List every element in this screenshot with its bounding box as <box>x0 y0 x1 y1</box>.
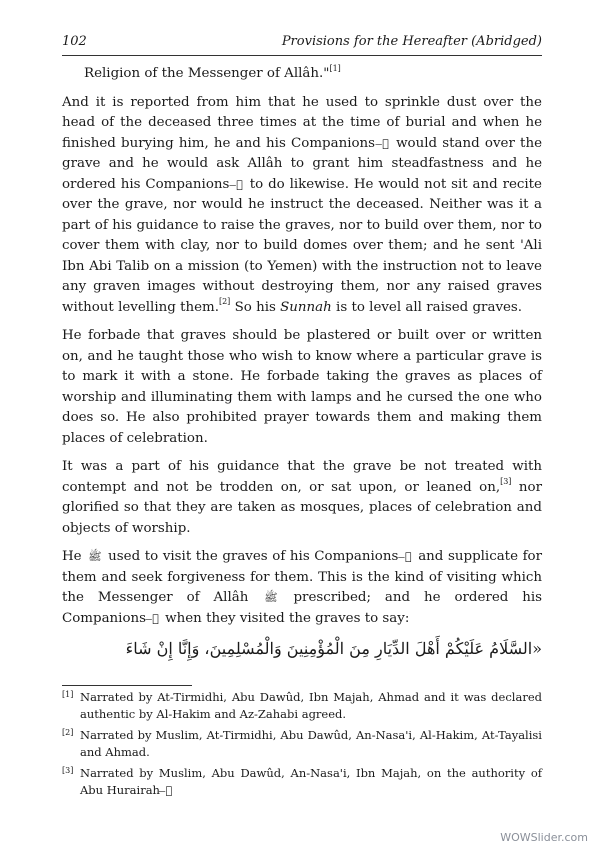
paragraph-5-text-b: used to visit the graves of his Companions <box>108 549 399 564</box>
footnote-divider <box>62 685 192 686</box>
paragraph-2-text-b: would stand over the grave and he would ask Allâh to grant him steadfastness and he ordered his Companions <box>62 135 542 192</box>
companions-honorific-icon: ﷺ̶ <box>404 550 412 563</box>
footnote-1 <box>62 689 542 723</box>
footnote-ref-1[interactable]: [1] <box>329 63 341 73</box>
running-title: Provisions for the Hereafter (Abridged) <box>281 34 542 49</box>
watermark: WOWSlider.com <box>500 831 588 844</box>
paragraph-4-text-b: nor glorified so that they are taken as mosques, places of celebration and objects of worship. <box>62 479 542 536</box>
paragraph-5 <box>62 547 542 629</box>
paragraph-2-text-e: is to level all raised graves. <box>336 299 523 315</box>
footnote-text: Narrated by Muslim, At-Tirmidhi, Abu Dawûd, An-Nasa'i, Al-Hakim, At-Tayalisi and Ahmad. <box>80 728 542 759</box>
companions-honorific-icon: ﷺ̶ <box>382 136 389 150</box>
paragraph-5-text-d: prescribed; and he ordered his Companions <box>62 590 543 626</box>
sunnah-term: Sunnah <box>280 299 332 315</box>
prophet-honorific-icon: ﷺ <box>264 591 278 604</box>
paragraph-2-text-a: And it is reported from him that he used to sprinkle dust over the head of the deceased three times at the time of burial and when he finished burying him, he and his Companions <box>62 94 542 151</box>
paragraph-2-text-d: So his <box>234 299 276 315</box>
prophet-honorific-icon: ﷺ <box>88 550 102 563</box>
paragraph-5-text-e: when they visited the graves to say: <box>165 610 410 626</box>
paragraph-1 <box>84 64 542 85</box>
footnote-marker: [1] <box>62 690 74 699</box>
page-number: 102 <box>62 34 87 49</box>
paragraph-5-text-c: and supplicate for them and seek forgiveness for them. This is the kind of visiting which the Messenger of Allâh <box>62 549 543 605</box>
paragraph-2 <box>62 93 542 319</box>
companions-honorific-icon: ﷺ̶ <box>165 784 173 797</box>
footnote-3 <box>62 765 542 799</box>
footnote-marker: [3] <box>62 766 74 775</box>
arabic-supplication: «السَّلَامُ عَلَيْكُمْ أَهْلَ الدِّيَارِ مِنَ الْمُؤْمِنِينَ وَالْمُسْلِمِينَ، وَإِنَّا إِنْ شَاءَ <box>125 639 542 658</box>
paragraph-2-text-c: to do likewise. He would not sit and recite over the grave, nor would he instruct the deceased. Neither was it a part of his guidance to raise the graves, nor to build over them, nor to cover them with clay, nor to build domes over them; and he sent 'Ali Ibn Abi Talib on a mission (to Yemen) with the instruction not to leave any graven images without destroying them, nor any raised graves without levelling them. <box>62 176 542 315</box>
page-header <box>62 34 542 54</box>
companions-honorific-icon: ﷺ̶ <box>236 177 243 191</box>
footnote-marker: [2] <box>62 728 74 737</box>
footnotes <box>62 689 542 803</box>
footnote-text: Narrated by At-Tirmidhi, Abu Dawûd, Ibn Majah, Ahmad and it was declared authentic by Al-Hakim and Az-Zahabi agreed. <box>80 690 542 721</box>
page-body <box>62 64 542 669</box>
paragraph-3: He forbade that graves should be plastered or built over or written on, and he taught those who wish to know where a particular grave is to mark it with a stone. He forbade taking the graves as places of worship and illuminating them with lamps and he cursed the one who does so. He also prohibited prayer towards them and making them places of celebration. <box>62 328 542 446</box>
footnote-2 <box>62 727 542 761</box>
paragraph-4-text-a: It was a part of his guidance that the grave be not treated with contempt and not be trodden on, or sat upon, or leaned on, <box>62 459 542 495</box>
footnote-ref-3[interactable]: [3] <box>500 477 512 487</box>
header-divider <box>62 55 542 56</box>
companions-honorific-icon: ﷺ̶ <box>152 611 159 625</box>
paragraph-1-text: Religion of the Messenger of Allâh." <box>84 66 330 81</box>
paragraph-5-text-a: He <box>62 549 82 564</box>
footnote-text: Narrated by Muslim, Abu Dawûd, An-Nasa'i, Ibn Majah, on the authority of Abu Hurairah <box>80 766 542 797</box>
paragraph-4 <box>62 457 542 539</box>
footnote-ref-2[interactable]: [2] <box>218 297 231 307</box>
